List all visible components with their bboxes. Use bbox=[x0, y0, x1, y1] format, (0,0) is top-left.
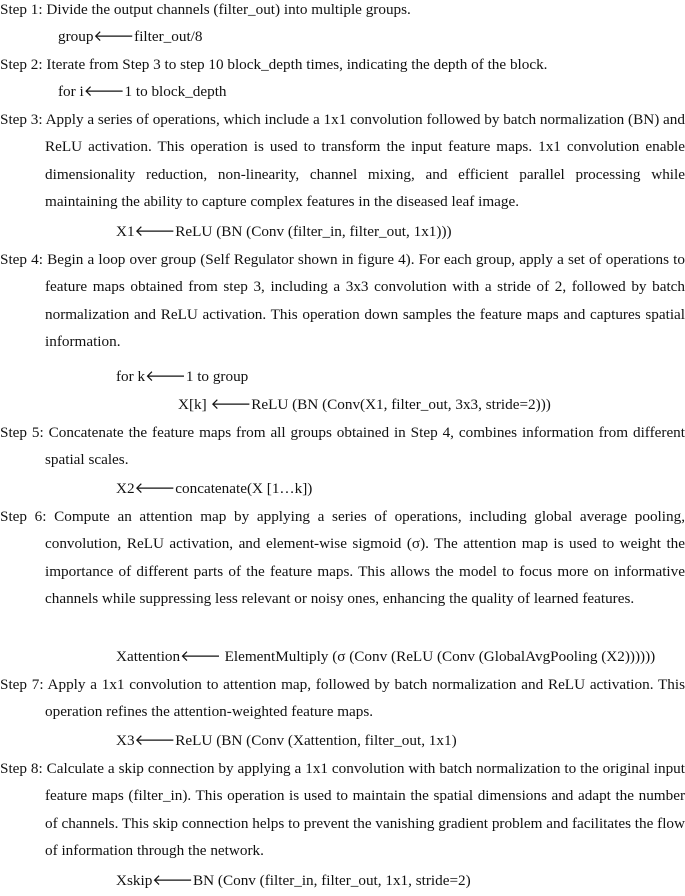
step-4-formula: X[k] 🡐ReLU (BN (Conv(X1, filter_out, 3x3, stride=2))) bbox=[178, 396, 551, 413]
step-6-text: Step 6: Compute an attention map by applying a series of operations, including global average pooling, convolution, ReLU activation, and element-wise sigmoid (σ). The attention map is used to weight the importance of different parts of the feature maps. This allows the model to focus more on informative channels while suppressing less relevant or noisy ones, enhancing the quality of learned features. bbox=[0, 508, 685, 607]
step-7-formula: X3🡐ReLU (BN (Conv (Xattention, filter_out, 1x1) bbox=[116, 732, 457, 749]
step-6 bbox=[0, 503, 685, 612]
step-8 bbox=[0, 755, 685, 864]
step-3 bbox=[0, 106, 685, 215]
step-5 bbox=[0, 419, 685, 474]
step-3-text: Step 3: Apply a series of operations, which include a 1x1 convolution followed by batch normalization (BN) and ReLU activation. This operation is used to transform the input feature maps. 1x1 convolution enable dimensionality reduction, non-linearity, channel mixing, and efficient parallel processing while maintaining the ability to capture complex features in the diseased leaf image. bbox=[0, 111, 685, 210]
step-2-formula: for i🡐1 to block_depth bbox=[58, 83, 227, 100]
step-5-text: Step 5: Concatenate the feature maps from all groups obtained in Step 4, combines information from different spatial scales. bbox=[0, 424, 685, 469]
step-1-text: Step 1: Divide the output channels (filter_out) into multiple groups. bbox=[0, 1, 411, 18]
step-8-text: Step 8: Calculate a skip connection by applying a 1x1 convolution with batch normalization to the original input feature maps (filter_in). This operation is used to maintain the spatial dimensions and adapt the number of channels. This skip connection helps to prevent the vanishing gradient problem and facilitates the flow of information through the network. bbox=[0, 760, 685, 859]
step-7-text: Step 7: Apply a 1x1 convolution to attention map, followed by batch normalization and ReLU activation. This operation refines the attention-weighted feature maps. bbox=[0, 676, 685, 721]
step-4-text: Step 4: Begin a loop over group (Self Regulator shown in figure 4). For each group, apply a set of operations to feature maps obtained from step 3, including a 3x3 convolution with a stride of 2, followed by batch normalization and ReLU activation. This operation down samples the feature maps and captures spatial information. bbox=[0, 251, 685, 350]
step-2 bbox=[0, 51, 685, 78]
step-4 bbox=[0, 246, 685, 355]
step-3-formula: X1🡐ReLU (BN (Conv (filter_in, filter_out, 1x1))) bbox=[116, 223, 452, 240]
step-1 bbox=[0, 0, 685, 23]
step-6-formula: Xattention🡐 ElementMultiply (σ (Conv (ReLU (Conv (GlobalAvgPooling (X2)))))) bbox=[116, 648, 656, 665]
step-4-loop-formula: for k🡐1 to group bbox=[116, 368, 249, 385]
step-5-formula: X2🡐concatenate(X [1…k]) bbox=[116, 480, 313, 497]
step-1-formula: group🡐filter_out/8 bbox=[58, 28, 203, 45]
step-2-text: Step 2: Iterate from Step 3 to step 10 block_depth times, indicating the depth of the block. bbox=[0, 56, 548, 73]
step-8-formula: Xskip🡐BN (Conv (filter_in, filter_out, 1x1, stride=2) bbox=[116, 872, 471, 889]
step-7 bbox=[0, 671, 685, 726]
